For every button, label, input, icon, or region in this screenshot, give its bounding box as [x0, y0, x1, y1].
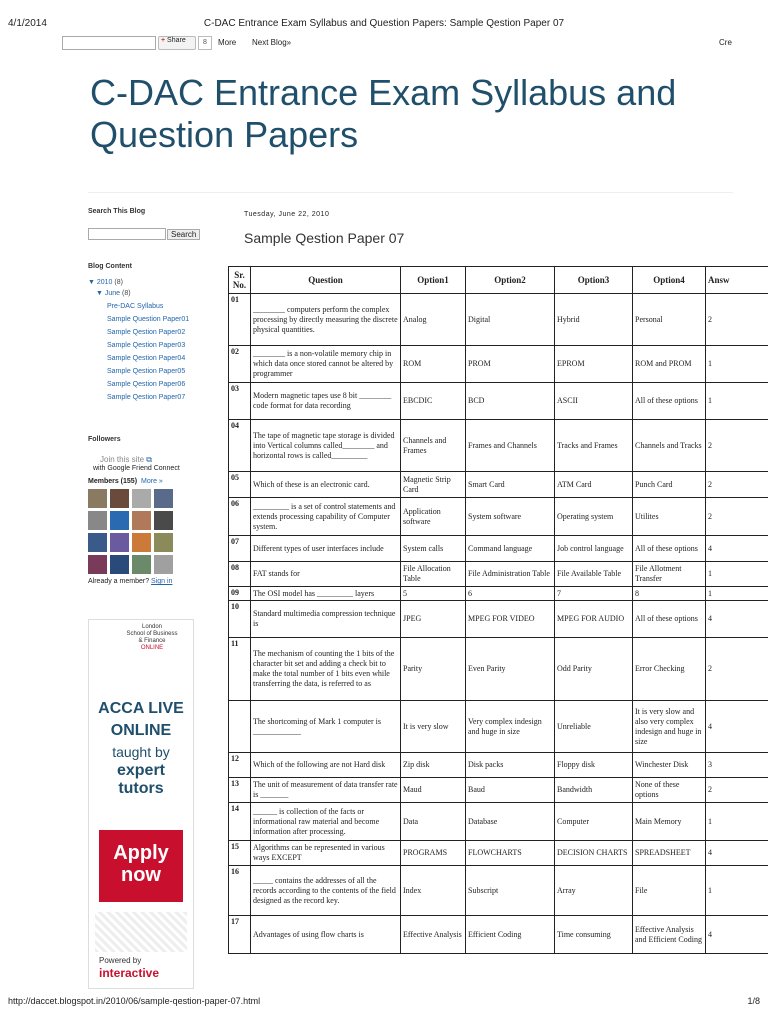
row-option4: File: [633, 866, 706, 916]
row-option3: Operating system: [555, 498, 633, 536]
row-sr: 11: [229, 638, 251, 701]
more-link[interactable]: More: [218, 38, 237, 47]
row-option2: Baud: [466, 778, 555, 803]
member-avatar[interactable]: [132, 555, 151, 574]
already-member: [88, 578, 213, 585]
row-option3: Time consuming: [555, 916, 633, 954]
acca-advert[interactable]: [88, 619, 194, 989]
ad-line4: expert: [116, 762, 166, 779]
question-table: [228, 266, 768, 954]
col-question: Question: [251, 267, 401, 294]
navbar-search-input[interactable]: [62, 36, 156, 50]
member-avatar[interactable]: [110, 511, 129, 530]
row-option3: Unreliable: [555, 701, 633, 753]
ad-school-l4: ONLINE: [140, 645, 164, 651]
row-sr: 08: [229, 562, 251, 587]
row-option1: Application software: [401, 498, 466, 536]
row-sr: 13: [229, 778, 251, 803]
question-rows: [229, 294, 768, 954]
col-option3: Option3: [555, 267, 633, 294]
row-option4: ROM and PROM: [633, 346, 706, 383]
archive-heading: Blog Content: [88, 263, 132, 270]
row-question: FAT stands for: [251, 562, 401, 587]
table-row: [229, 420, 768, 472]
row-sr: 04: [229, 420, 251, 472]
table-row: [229, 638, 768, 701]
archive-post-link[interactable]: Sample Qestion Paper06: [107, 381, 186, 388]
row-option4: Channels and Tracks: [633, 420, 706, 472]
col-option4: Option4: [633, 267, 706, 294]
row-option1: Effective Analysis: [401, 916, 466, 954]
search-heading: Search This Blog: [88, 208, 146, 215]
row-sr: 10: [229, 601, 251, 638]
row-option1: Channels and Frames: [401, 420, 466, 472]
blog-search-input[interactable]: [88, 228, 166, 240]
row-question: The tape of magnetic tape storage is divided into Vertical columns called________ and horizontal rows is called_________: [251, 420, 401, 472]
archive-month[interactable]: ▼ June (8): [96, 290, 131, 297]
row-sr: 12: [229, 753, 251, 778]
table-row: [229, 753, 768, 778]
table-row: [229, 701, 768, 753]
table-row: [229, 916, 768, 954]
row-option1: Maud: [401, 778, 466, 803]
row-option3: DECISION CHARTS: [555, 841, 633, 866]
row-question: Standard multimedia compression technique is: [251, 601, 401, 638]
row-option2: PROM: [466, 346, 555, 383]
row-option4: Punch Card: [633, 472, 706, 498]
row-option3: Array: [555, 866, 633, 916]
table-row: [229, 866, 768, 916]
ad-line3: taught by: [112, 744, 170, 760]
row-answer: 4: [706, 841, 768, 866]
col-answer: Answ: [706, 267, 768, 294]
row-option2: FLOWCHARTS: [466, 841, 555, 866]
row-question: Different types of user interfaces include: [251, 536, 401, 562]
print-header: [0, 0, 768, 30]
member-avatar[interactable]: [88, 511, 107, 530]
row-option2: Efficient Coding: [466, 916, 555, 954]
ad-brand-logo: interactive: [99, 966, 160, 980]
ad-apply-button[interactable]: [99, 830, 183, 902]
row-question: Modern magnetic tapes use 8 bit ________ code format for data recording: [251, 383, 401, 420]
row-question: ________ is a non-volatile memory chip in which data once stored cannot be altered by programmer: [251, 346, 401, 383]
row-option4: It is very slow and also very complex indesign and huge in size: [633, 701, 706, 753]
row-sr: 01: [229, 294, 251, 346]
already-label: Already a member?: [88, 578, 150, 585]
col-sr: Sr. No.: [229, 267, 251, 294]
row-question: _________ is a set of control statements and extends processing capability of Computer system.: [251, 498, 401, 536]
row-option1: Analog: [401, 294, 466, 346]
row-option2: Database: [466, 803, 555, 841]
row-option1: System calls: [401, 536, 466, 562]
row-option4: All of these options: [633, 536, 706, 562]
external-link-icon: ⧉: [146, 455, 152, 464]
ad-powered: Powered by: [99, 956, 142, 965]
row-answer: 2: [706, 498, 768, 536]
row-option2: System software: [466, 498, 555, 536]
row-answer: 3: [706, 753, 768, 778]
member-avatar[interactable]: [110, 533, 129, 552]
row-question: Advantages of using flow charts is: [251, 916, 401, 954]
member-avatar[interactable]: [154, 533, 173, 552]
member-avatar[interactable]: [132, 533, 151, 552]
members-more-link[interactable]: More »: [141, 478, 163, 485]
table-row: [229, 601, 768, 638]
row-sr: 14: [229, 803, 251, 841]
ad-pattern: [95, 912, 187, 952]
row-option3: Job control language: [555, 536, 633, 562]
row-question: Which of the following are not Hard disk: [251, 753, 401, 778]
row-question: Algorithms can be represented in various ways EXCEPT: [251, 841, 401, 866]
col-option2: Option2: [466, 267, 555, 294]
next-blog-link[interactable]: Next Blog»: [252, 38, 292, 47]
row-option1: PROGRAMS: [401, 841, 466, 866]
row-option1: Zip disk: [401, 753, 466, 778]
member-avatar[interactable]: [110, 489, 129, 508]
row-option3: Odd Parity: [555, 638, 633, 701]
table-row: [229, 562, 768, 587]
row-option2: Command language: [466, 536, 555, 562]
row-option2: MPEG FOR VIDEO: [466, 601, 555, 638]
row-option2: Subscript: [466, 866, 555, 916]
row-option3: Tracks and Frames: [555, 420, 633, 472]
row-option1: It is very slow: [401, 701, 466, 753]
row-option2: BCD: [466, 383, 555, 420]
print-url: http://daccet.blogspot.in/2010/06/sample-qestion-paper-07.html: [8, 996, 261, 1006]
archive-month-label[interactable]: June: [104, 290, 121, 297]
row-option4: None of these options: [633, 778, 706, 803]
post-date: Tuesday, June 22, 2010: [244, 211, 330, 218]
ad-headline: [89, 698, 193, 798]
ad-school-logo: [117, 624, 187, 652]
gplus-share-button[interactable]: [158, 36, 196, 50]
table-row: [229, 498, 768, 536]
row-option3: MPEG FOR AUDIO: [555, 601, 633, 638]
blog-title[interactable]: C-DAC Entrance Exam Syllabus and Question Papers: [90, 72, 677, 155]
archive-year-count: (8): [114, 279, 123, 286]
sign-in-link[interactable]: Sign in: [151, 578, 173, 585]
member-avatar[interactable]: [154, 555, 173, 574]
row-option3: 7: [555, 587, 633, 601]
row-answer: 2: [706, 778, 768, 803]
row-option2: Smart Card: [466, 472, 555, 498]
row-answer: 1: [706, 866, 768, 916]
row-sr: 05: [229, 472, 251, 498]
row-answer: 1: [706, 383, 768, 420]
row-sr: 03: [229, 383, 251, 420]
table-row: [229, 294, 768, 346]
ad-line2: ONLINE: [110, 722, 172, 739]
row-option3: Hybrid: [555, 294, 633, 346]
row-option2: File Administration Table: [466, 562, 555, 587]
row-sr: 16: [229, 866, 251, 916]
row-option3: Computer: [555, 803, 633, 841]
row-option3: EPROM: [555, 346, 633, 383]
ad-line1: ACCA LIVE: [98, 700, 184, 717]
print-date: 4/1/2014: [8, 18, 47, 29]
archive-post-list: [107, 303, 213, 401]
row-answer: 1: [706, 803, 768, 841]
row-option1: Parity: [401, 638, 466, 701]
row-option4: File Allotment Transfer: [633, 562, 706, 587]
create-blog-link[interactable]: Cre: [719, 38, 732, 47]
member-avatar[interactable]: [132, 511, 151, 530]
member-avatar[interactable]: [88, 533, 107, 552]
table-row: [229, 346, 768, 383]
row-sr: 06: [229, 498, 251, 536]
ad-apply-l2: now: [121, 864, 161, 886]
row-option4: Error Checking: [633, 638, 706, 701]
row-option2: 6: [466, 587, 555, 601]
join-site-link[interactable]: [100, 455, 213, 465]
blog-search: [88, 228, 200, 240]
ad-school-l3: & Finance: [138, 638, 166, 644]
row-question: ________ computers perform the complex processing by directly measuring the discrete physical quantities.: [251, 294, 401, 346]
member-avatar[interactable]: [88, 555, 107, 574]
table-header-row: [229, 267, 768, 294]
member-avatar[interactable]: [132, 489, 151, 508]
row-answer: 2: [706, 420, 768, 472]
archive-post-link[interactable]: Sample Qestion Paper04: [107, 355, 186, 362]
row-option1: File Allocation Table: [401, 562, 466, 587]
row-option2: Frames and Channels: [466, 420, 555, 472]
archive-post-link[interactable]: Sample Qestion Paper03: [107, 342, 186, 349]
row-question: ______ is collection of the facts or informational raw material and become information after processing.: [251, 803, 401, 841]
row-question: The OSI model has _________ layers: [251, 587, 401, 601]
member-avatar[interactable]: [110, 555, 129, 574]
archive-post-link[interactable]: Sample Question Paper01: [107, 316, 190, 323]
ad-apply-l1: Apply: [113, 842, 169, 864]
row-answer: 1: [706, 562, 768, 587]
row-sr: 15: [229, 841, 251, 866]
row-option1: JPEG: [401, 601, 466, 638]
followers-heading: Followers: [88, 436, 121, 443]
print-title: C-DAC Entrance Exam Syllabus and Question Papers: Sample Qestion Paper 07: [203, 18, 565, 29]
share-label: Share: [167, 37, 186, 44]
archive-post-link[interactable]: Pre-DAC Syllabus: [107, 303, 164, 310]
row-sr: 09: [229, 587, 251, 601]
table-row: [229, 778, 768, 803]
row-option3: File Available Table: [555, 562, 633, 587]
gfc-label: with Google Friend Connect: [93, 465, 180, 472]
row-sr: 02: [229, 346, 251, 383]
blog-search-button[interactable]: Search: [167, 229, 200, 240]
row-option4: All of these options: [633, 601, 706, 638]
row-answer: 4: [706, 601, 768, 638]
row-question: The unit of measurement of data transfer rate is _______: [251, 778, 401, 803]
row-answer: 4: [706, 536, 768, 562]
row-answer: 2: [706, 638, 768, 701]
member-avatars: [88, 489, 213, 574]
row-option3: Bandwidth: [555, 778, 633, 803]
row-option4: Effective Analysis and Efficient Coding: [633, 916, 706, 954]
blogger-navbar: [60, 34, 768, 52]
table-row: [229, 841, 768, 866]
row-option3: ATM Card: [555, 472, 633, 498]
col-option1: Option1: [401, 267, 466, 294]
row-question: _____ contains the addresses of all the records according to the contents of the field designed as the record key.: [251, 866, 401, 916]
archive-post-link[interactable]: Sample Qestion Paper07: [107, 394, 186, 401]
members-heading: [88, 478, 213, 485]
archive-month-count: (8): [122, 290, 131, 297]
row-answer: 2: [706, 294, 768, 346]
row-sr: 17: [229, 916, 251, 954]
join-label[interactable]: Join this site: [100, 455, 145, 464]
row-option1: Data: [401, 803, 466, 841]
row-option3: Floppy disk: [555, 753, 633, 778]
member-avatar[interactable]: [88, 489, 107, 508]
row-option2: Even Parity: [466, 638, 555, 701]
header-divider: [88, 192, 733, 193]
ad-line5: tutors: [118, 780, 164, 797]
row-answer: 2: [706, 472, 768, 498]
row-option1: Magnetic Strip Card: [401, 472, 466, 498]
print-page: 1/8: [747, 996, 760, 1006]
members-count: Members (155): [88, 478, 138, 485]
row-sr: 07: [229, 536, 251, 562]
table-row: [229, 587, 768, 601]
table-row: [229, 472, 768, 498]
row-option4: 8: [633, 587, 706, 601]
share-count: 8: [198, 36, 212, 50]
table-row: [229, 536, 768, 562]
followers-widget: [88, 436, 213, 585]
gplus-icon: +: [161, 37, 166, 44]
row-question: The shortcoming of Mark 1 computer is ____________: [251, 701, 401, 753]
row-answer: 4: [706, 916, 768, 954]
row-answer: 4: [706, 701, 768, 753]
archive-year[interactable]: ▼ 2010 (8): [88, 279, 123, 286]
table-row: [229, 383, 768, 420]
row-option4: Main Memory: [633, 803, 706, 841]
blog-archive: [88, 263, 213, 401]
sidebar: [88, 208, 213, 585]
ad-school-l2: School of Business: [126, 631, 178, 637]
row-option4: SPREADSHEET: [633, 841, 706, 866]
row-option1: 5: [401, 587, 466, 601]
row-option3: ASCII: [555, 383, 633, 420]
row-option2: Disk packs: [466, 753, 555, 778]
row-option2: Digital: [466, 294, 555, 346]
row-option4: Personal: [633, 294, 706, 346]
row-sr: [229, 701, 251, 753]
row-question: Which of these is an electronic card.: [251, 472, 401, 498]
row-option2: Very complex indesign and huge in size: [466, 701, 555, 753]
archive-post-link[interactable]: Sample Qestion Paper02: [107, 329, 186, 336]
row-option4: Utilites: [633, 498, 706, 536]
member-avatar[interactable]: [154, 511, 173, 530]
row-option4: Winchester Disk: [633, 753, 706, 778]
row-question: The mechanism of counting the 1 bits of the character bit set and adding a check bit to make the total number of 1 bits even while transferring the data, is referred to as: [251, 638, 401, 701]
archive-year-label[interactable]: 2010: [96, 279, 113, 286]
row-option4: All of these options: [633, 383, 706, 420]
row-answer: 1: [706, 587, 768, 601]
member-avatar[interactable]: [154, 489, 173, 508]
row-option1: ROM: [401, 346, 466, 383]
row-answer: 1: [706, 346, 768, 383]
post-title[interactable]: Sample Qestion Paper 07: [244, 230, 405, 246]
table-row: [229, 803, 768, 841]
ad-school-l1: London: [141, 624, 163, 630]
archive-post-link[interactable]: Sample Qestion Paper05: [107, 368, 186, 375]
row-option1: Index: [401, 866, 466, 916]
row-option1: EBCDIC: [401, 383, 466, 420]
